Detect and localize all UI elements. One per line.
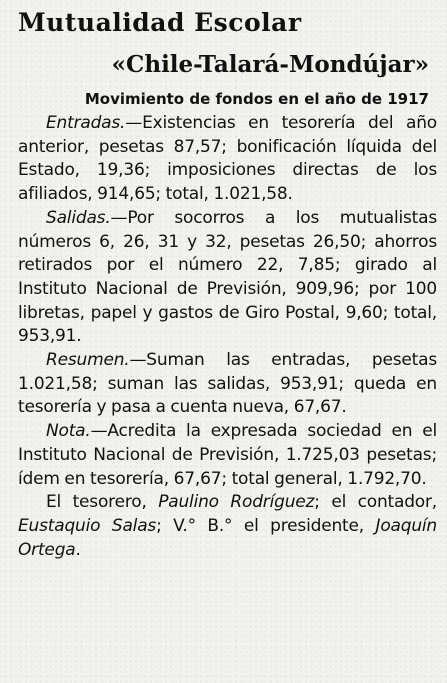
signature-block: [18, 491, 437, 562]
accountant-name: Eustaquio Salas: [18, 515, 157, 536]
paragraph-text: —Existencias en tesorería del año anterior, pesetas 87,57; bonificación líquida del Estado, 19,36; imposiciones directas de los afiliados, 914,65; total, 1.021,58.: [18, 113, 437, 205]
section-heading: Movimiento de fondos en el año de 1917: [84, 90, 429, 108]
treasurer-label: El tesorero,: [46, 492, 147, 513]
document-subtitle: «Chile-Talará-Mondújar»: [111, 51, 429, 78]
paragraph-lead: Resumen.: [46, 350, 130, 371]
paragraph-lead: Salidas.: [46, 207, 111, 228]
paragraph-text: —Por socorros a los mutualistas números 6, 26, 31 y 32, pesetas 26,50; ahorros retirados por el número 22, 7,85; girado al Instituto Nacional de Previsión, 909,96; por 100 libretas, papel y gastos de Giro Postal, 9,60; total, 953,91.: [18, 207, 437, 347]
accountant-label: ; el contador,: [314, 492, 438, 513]
signature-end: .: [75, 539, 81, 560]
document-title: Mutualidad Escolar: [18, 8, 302, 37]
paragraph-entradas: [18, 112, 437, 207]
paragraph-text: —Suman las entradas, pesetas 1.021,58; suman las salidas, 953,91; queda en tesorería y pasa a cuenta nueva, 67,67.: [18, 350, 437, 418]
paragraph-resumen: [18, 349, 437, 420]
paragraph-salidas: [18, 207, 437, 349]
president-label: ; V.° B.° el presidente,: [156, 515, 364, 536]
paragraph-lead: Nota.: [46, 421, 91, 442]
paragraph-nota: [18, 420, 437, 491]
paragraph-lead: Entradas.: [46, 113, 126, 133]
paragraph-text: —Acredita la expresada sociedad en el Instituto Nacional de Previsión, 1.725,03 pesetas; ídem en tesorería, 67,67; total general, 1.792,70.: [18, 421, 437, 489]
president-name: Joaquín Ortega: [18, 515, 437, 560]
treasurer-name: Paulino Rodríguez: [158, 492, 315, 513]
